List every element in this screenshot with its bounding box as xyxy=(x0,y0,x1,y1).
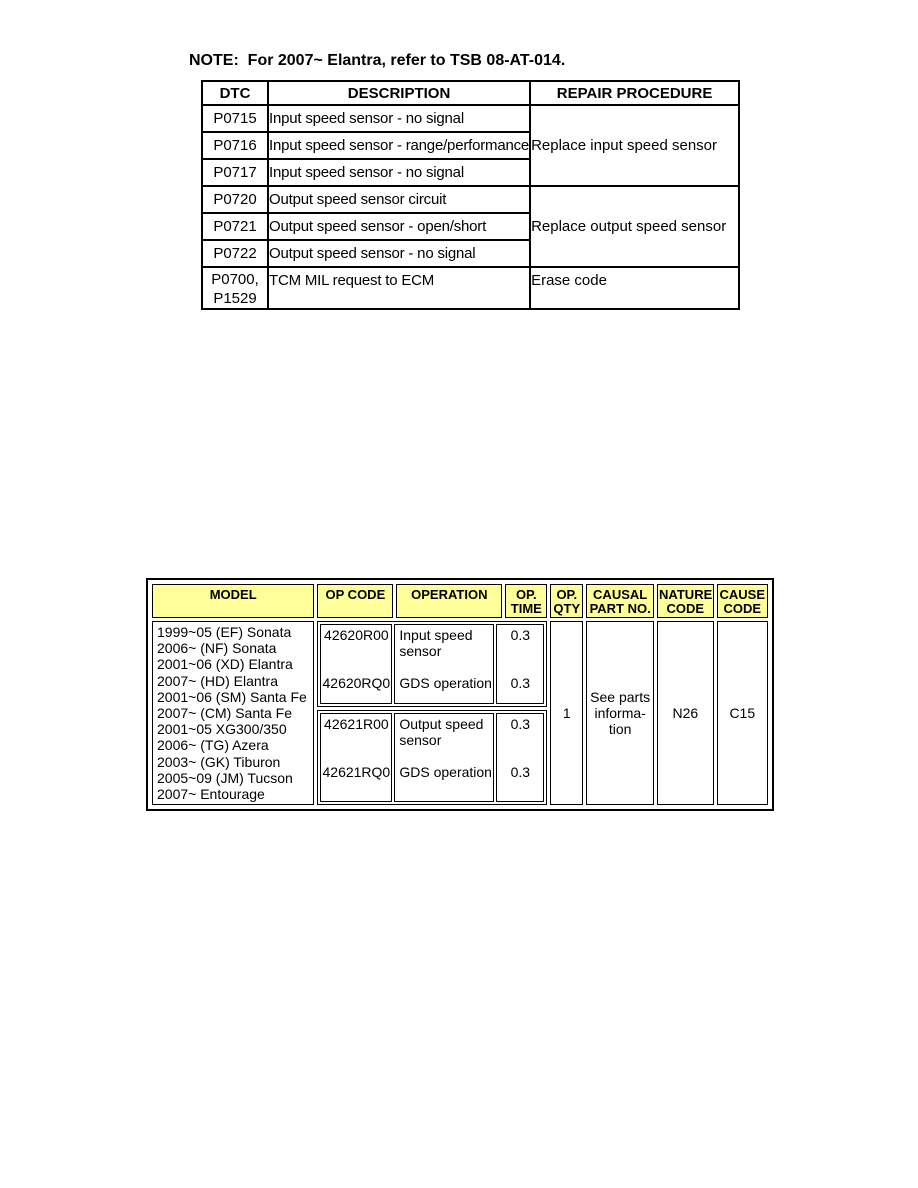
repair-procedure-erase: Erase code xyxy=(530,267,739,309)
causal-part-line: See parts xyxy=(590,689,651,705)
warranty-header-row xyxy=(152,584,768,618)
dtc-description: Input speed sensor - no signal xyxy=(268,159,530,186)
operation: GDS operation xyxy=(399,764,492,780)
dtc-header-description: DESCRIPTION xyxy=(268,81,530,105)
model-line: 2007~ (HD) Elantra xyxy=(157,672,279,689)
dtc-code: P0715 xyxy=(202,105,268,132)
dtc-code: P0716 xyxy=(202,132,268,159)
header-model: MODEL xyxy=(152,584,314,618)
model-cell xyxy=(152,621,314,805)
dtc-code: P0720 xyxy=(202,186,268,213)
model-line: 2001~06 (XD) Elantra xyxy=(157,656,293,673)
op-qty-cell: 1 xyxy=(550,621,583,805)
op-time: 0.3 xyxy=(510,675,531,691)
repair-procedure-output: Replace output speed sensor xyxy=(530,186,739,267)
header-op-qty: OP. QTY xyxy=(550,584,583,618)
header-cause-code: CAUSE CODE xyxy=(717,584,768,618)
dtc-header-row xyxy=(202,81,739,105)
warranty-table xyxy=(149,581,771,808)
model-line: 2006~ (NF) Sonata xyxy=(157,640,277,657)
operation: Output speed sensor xyxy=(399,716,484,748)
dtc-description: TCM MIL request to ECM xyxy=(268,267,530,309)
op-groups-cell xyxy=(317,621,547,805)
causal-part-line: tion xyxy=(608,721,632,737)
model-line: 2001~06 (SM) Santa Fe xyxy=(157,688,307,705)
op-code-cell xyxy=(320,713,392,802)
repair-procedure-input: Replace input speed sensor xyxy=(530,105,739,186)
model-line: 2001~05 XG300/350 xyxy=(157,721,287,738)
operation: GDS operation xyxy=(399,675,492,691)
op-code: 42621RQ0 xyxy=(322,764,391,780)
note-text: NOTE: For 2007~ Elantra, refer to TSB 08-AT-014. xyxy=(189,52,566,69)
op-code: 42620RQ0 xyxy=(322,675,391,691)
model-line: 2007~ Entourage xyxy=(157,786,265,803)
op-group-row xyxy=(320,624,544,704)
table-row xyxy=(202,186,739,213)
operation-cell xyxy=(394,713,494,802)
causal-part-line: informa- xyxy=(594,705,646,721)
model-line: 2007~ (CM) Santa Fe xyxy=(157,705,293,722)
op-code-cell xyxy=(320,624,392,704)
dtc-code-multi xyxy=(202,267,268,309)
dtc-description: Output speed sensor - no signal xyxy=(268,240,530,267)
op-group-row xyxy=(320,713,544,802)
op-code: 42621R00 xyxy=(324,716,389,732)
warranty-body-row xyxy=(152,621,768,805)
op-time: 0.3 xyxy=(510,764,531,780)
op-group-input xyxy=(317,621,547,707)
table-row xyxy=(202,267,739,309)
warranty-table-frame xyxy=(146,578,774,811)
op-group-output xyxy=(317,710,547,805)
dtc-description: Input speed sensor - no signal xyxy=(268,105,530,132)
dtc-code: P0722 xyxy=(202,240,268,267)
table-row xyxy=(202,105,739,132)
op-time-cell xyxy=(496,624,544,704)
dtc-description: Output speed sensor - open/short xyxy=(268,213,530,240)
model-line: 1999~05 (EF) Sonata xyxy=(157,624,292,640)
dtc-header-repair: REPAIR PROCEDURE xyxy=(530,81,739,105)
dtc-table xyxy=(201,80,740,310)
op-time-cell xyxy=(496,713,544,802)
header-op-time: OP. TIME xyxy=(505,584,547,618)
dtc-code: P0721 xyxy=(202,213,268,240)
causal-part-cell xyxy=(586,621,654,805)
cause-code-cell: C15 xyxy=(717,621,768,805)
header-nature-code: NATURE CODE xyxy=(657,584,714,618)
model-line: 2003~ (GK) Tiburon xyxy=(157,753,281,770)
dtc-header-dtc: DTC xyxy=(202,81,268,105)
op-code: 42620R00 xyxy=(324,627,389,643)
dtc-code-line1: P0700, xyxy=(211,271,259,288)
model-line: 2005~09 (JM) Tucson xyxy=(157,769,293,786)
nature-code-cell: N26 xyxy=(657,621,714,805)
header-op-code: OP CODE xyxy=(317,584,393,618)
dtc-description: Output speed sensor circuit xyxy=(268,186,530,213)
header-operation: OPERATION xyxy=(396,584,502,618)
operation: Input speed sensor xyxy=(399,627,473,659)
model-line: 2006~ (TG) Azera xyxy=(157,737,269,754)
op-time: 0.3 xyxy=(510,716,531,732)
dtc-description: Input speed sensor - range/performance xyxy=(268,132,530,159)
dtc-code: P0717 xyxy=(202,159,268,186)
dtc-code-line2: P1529 xyxy=(213,290,257,307)
op-time: 0.3 xyxy=(510,627,531,643)
operation-cell xyxy=(394,624,494,704)
header-causal-part-no: CAUSAL PART NO. xyxy=(586,584,654,618)
